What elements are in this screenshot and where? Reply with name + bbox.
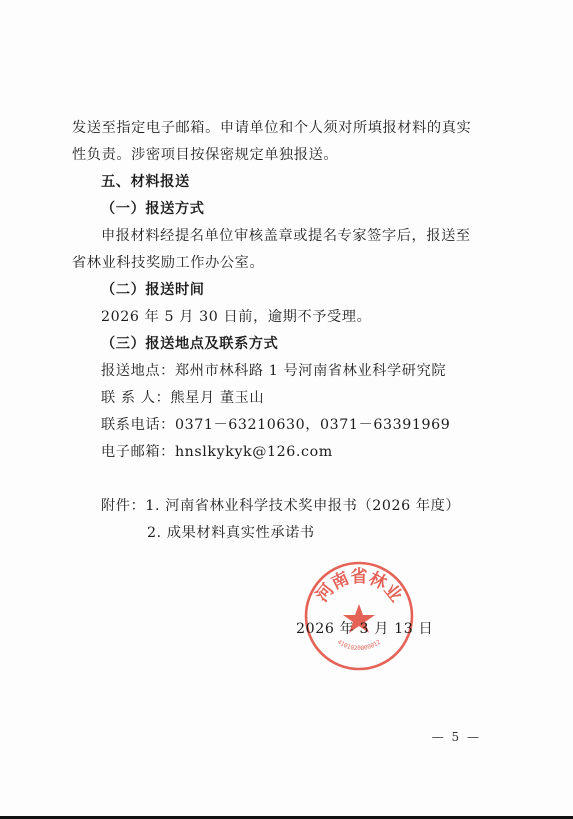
contact-phone: 联系电话：0371－63210630，0371－63391969 <box>101 417 451 433</box>
svg-text:河南省林业: 河南省林业 <box>312 567 406 607</box>
contact-person: 联 系 人：熊星月 董玉山 <box>101 390 265 406</box>
paragraph-line: 2026 年 5 月 30 日前，逾期不予受理。 <box>101 309 372 325</box>
subsection-heading: （一）报送方式 <box>101 201 205 217</box>
section-heading: 五、材料报送 <box>101 174 190 190</box>
contact-address: 报送地点：郑州市林科路 1 号河南省林业科学研究院 <box>101 363 447 379</box>
attachment-item-2: 2. 成果材料真实性承诺书 <box>147 525 315 541</box>
subsection-heading: （二）报送时间 <box>101 282 205 298</box>
official-seal-stamp <box>303 560 415 672</box>
paragraph-line: 性负责。涉密项目按保密规定单独报送。 <box>72 147 339 163</box>
svg-text:4101020000012: 4101020000012 <box>335 638 383 653</box>
attachment-item-1: 附件：1. 河南省林业科学技术奖申报书（2026 年度） <box>101 498 461 514</box>
page-number: — 5 — <box>431 730 481 744</box>
paragraph-line: 发送至指定电子邮箱。申请单位和个人须对所填报材料的真实 <box>72 120 472 136</box>
contact-email: 电子邮箱：hnslkykyk@126.com <box>101 444 333 460</box>
subsection-heading: （三）报送地点及联系方式 <box>101 336 279 352</box>
paragraph-line: 省林业科技奖励工作办公室。 <box>72 255 265 271</box>
paragraph-line: 申报材料经提名单位审核盖章或提名专家签字后，报送至 <box>101 228 471 244</box>
signature-date: 2026 年 3 月 13 日 <box>296 621 434 637</box>
